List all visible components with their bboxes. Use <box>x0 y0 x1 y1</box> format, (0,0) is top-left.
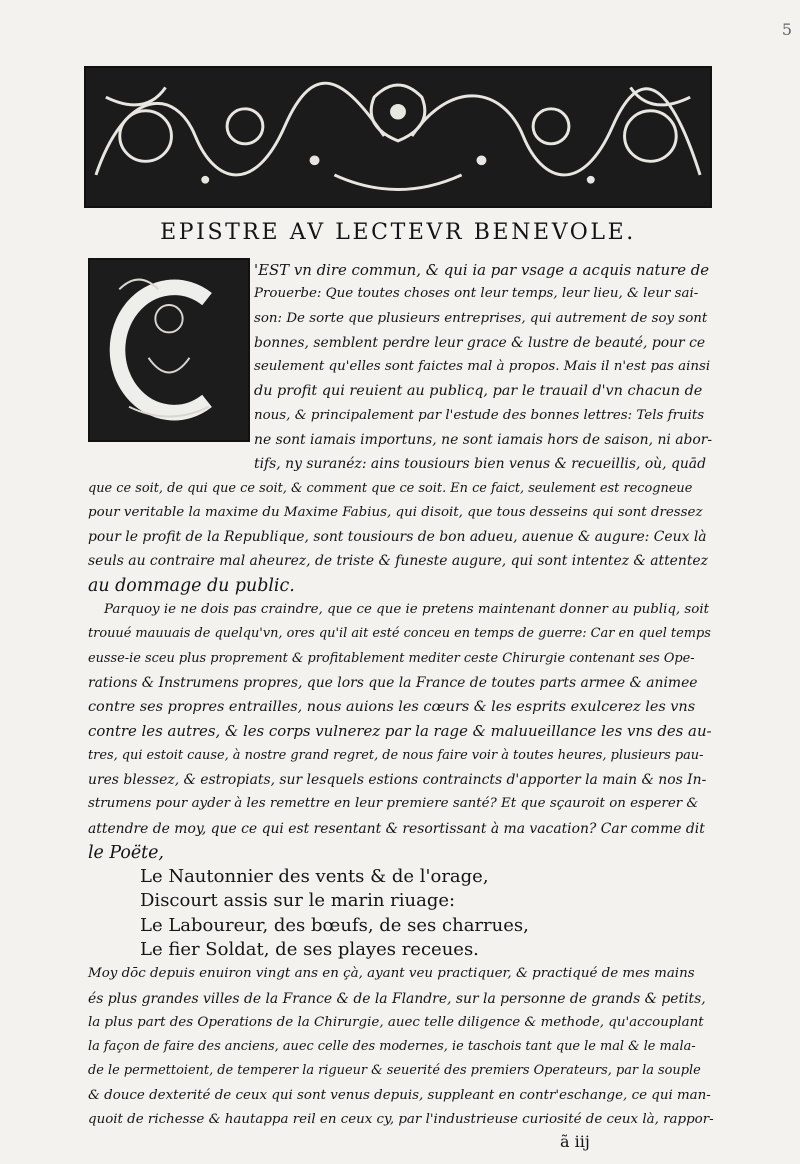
text-line: tifs, ny suranéz: ains tousiours bien venus & recueillis, où, quād <box>254 456 706 473</box>
text-line: eusse-ie sceu plus proprement & profitablement mediter ceste Chirurgie contenant ses Ope- <box>88 650 695 666</box>
page-title: EPISTRE AV LECTEVR BENEVOLE. <box>160 220 636 245</box>
text-line: Moy dōc depuis enuiron vingt ans en çà, ayant veu practiquer, & practiqué de mes mains <box>88 966 695 982</box>
text-line: la plus part des Operations de la Chirurgie, auec telle diligence & methode, qu'accouplant <box>88 1014 704 1030</box>
text-line: trouué mauuais de quelqu'vn, ores qu'il ait esté conceu en temps de guerre: Car en quel temps <box>88 626 711 642</box>
historiated-initial-c-icon <box>90 260 248 440</box>
text-line: pour le profit de la Republique, sont tousiours de bon adueu, auenue & augure: Ceux là <box>88 529 707 546</box>
text-line: Parquoy ie ne dois pas craindre, que ce que ie pretens maintenant donner au publiq, soit <box>104 602 710 617</box>
text-line: son: De sorte que plusieurs entreprises, qui autrement de soy sont <box>254 310 708 326</box>
signature-mark: ã iij <box>560 1132 590 1152</box>
text-line: tres, qui estoit cause, à nostre grand regret, de nous faire voir à toutes heures, plusieurs pau- <box>88 747 704 763</box>
page-corner-mark: 5 <box>781 20 792 39</box>
headpiece-ornament <box>84 66 712 208</box>
text-line: ures blessez, & estropiats, sur lesquels estions contraincts d'apporter la main & nos In- <box>88 772 707 788</box>
text-line: rations & Instrumens propres, que lors que la France de toutes parts armee & animee <box>88 674 698 691</box>
text-line: de le permettoient, de temperer la rigueur & seuerité des premiers Operateurs, par la souple <box>88 1063 701 1079</box>
text-line: ne sont iamais importuns, ne sont iamais hors de saison, ni abor- <box>254 432 713 448</box>
text-line: du profit qui reuient au publicq, par le trauail d'vn chacun de <box>254 383 703 400</box>
text-line: seulement qu'elles sont faictes mal à propos. Mais il n'est pas ainsi <box>254 359 711 375</box>
text-line: & douce dexterité de ceux qui sont venus depuis, suppleant en contr'eschange, ce qui man- <box>88 1087 711 1103</box>
verse-line: Le Laboureur, des bœufs, de ses charrues, <box>140 914 529 936</box>
text-line: au dommage du public. <box>88 575 295 596</box>
verse-line: Le Nautonnier des vents & de l'orage, <box>140 866 489 888</box>
text-line: nous, & principalement par l'estude des bonnes lettres: Tels fruits <box>254 407 705 423</box>
text-line: le Poëte, <box>88 842 164 863</box>
text-line: és plus grandes villes de la France & de la Flandre, sur la personne de grands & petits, <box>88 990 706 1007</box>
text-line: seuls au contraire mal aheurez, de triste & funeste augure, qui sont intentez & attentez <box>88 553 708 570</box>
dropcap-ornament <box>88 258 250 442</box>
text-line: attendre de moy, que ce qui est resentant & resortissant à ma vacation? Car comme dit <box>88 820 705 837</box>
text-line: pour veritable la maxime du Maxime Fabius, qui disoit, que tous desseins qui sont dressez <box>88 504 703 520</box>
woodcut-headpiece-icon <box>86 68 710 206</box>
verse-line: Discourt assis sur le marin riuage: <box>140 890 456 912</box>
text-line: contre les autres, & les corps vulnerez par la rage & maluueillance les vns des au- <box>88 722 712 741</box>
text-line: contre ses propres entrailles, nous auions les cœurs & les esprits exulcerez les vns <box>88 699 696 716</box>
text-line: la façon de faire des anciens, auec celle des modernes, ie taschois tant que le mal & le mala- <box>88 1039 696 1055</box>
text-line: bonnes, semblent perdre leur grace & lustre de beauté, pour ce <box>254 334 706 351</box>
text-line: que ce soit, de qui que ce soit, & comment que ce soit. En ce faict, seulement est recogneue <box>88 480 693 496</box>
text-line: Prouerbe: Que toutes choses ont leur temps, leur lieu, & leur sai- <box>254 286 699 302</box>
text-line: 'EST vn dire commun, & qui ia par vsage a acquis nature de <box>254 261 710 279</box>
verse-line: Le fier Soldat, de ses playes receues. <box>140 939 479 960</box>
text-line: quoit de richesse & hautappa reil en ceux cy, par l'industrieuse curiosité de ceux là, rappor- <box>88 1112 714 1127</box>
text-line: strumens pour ayder à les remettre en leur premiere santé? Et que sçauroit on esperer & <box>88 796 699 812</box>
